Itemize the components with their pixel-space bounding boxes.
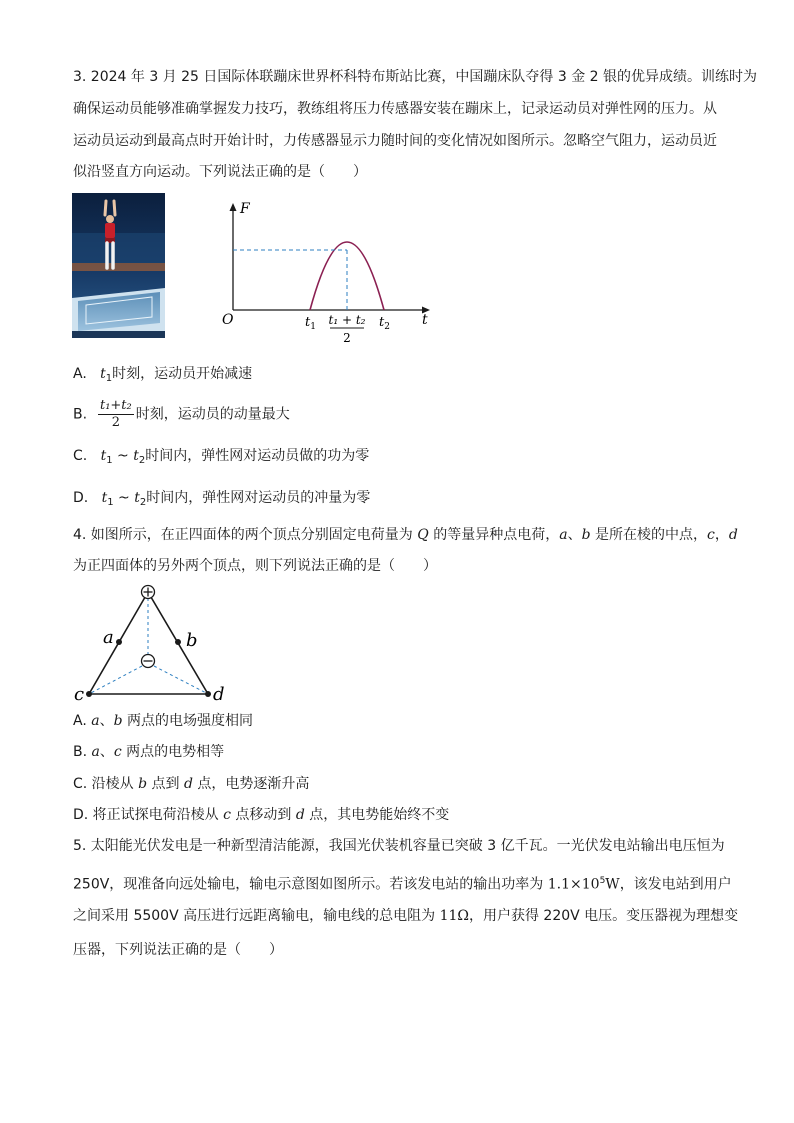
q4-option-b: B. a、c 两点的电势相等 [73,744,225,760]
q4-line-1: 4. 如图所示，在正四面体的两个顶点分别固定电荷量为 Q 的等量异种点电荷，a、b 是所在棱的中点，c，d [73,527,738,543]
q3-option-c: C. $t_1$ ~ $t_2$时间内，弹性网对运动员做的功为零 [73,448,370,466]
point-b-dot [175,639,181,645]
t1-label: $t_1$ [305,315,316,332]
q5-line-2: 250V，现准备向远处输电，输电示意图如图所示。若该发电站的输出功率为 $1.1\times 10^5W$，该发电站到用户 [73,876,732,893]
q3-line-3: 运动员运动到最高点时开始计时，力传感器显示力随时间的变化情况如图所示。忽略空气阻力，运动员近 [73,133,717,149]
force-time-graph [218,196,438,348]
q3-option-b-fraction: $\frac{\text{t₁+t₂}}{2}$ [99,398,132,430]
point-a-dot [116,639,122,645]
q3-option-d: D. $t_1$ ~ $t_2$时间内，弹性网对运动员的冲量为零 [73,490,371,508]
q4-option-a: A. a、b 两点的电场强度相同 [73,713,254,729]
midpoint-denominator: 2 [343,331,351,345]
label-a: a [103,627,114,648]
trampoline-photo [72,193,165,338]
t2-label: $t_2$ [379,315,390,332]
q4-line-2: 为正四面体的另外两个顶点，则下列说法正确的是（ ） [73,558,437,574]
q3-line-4: 似沿竖直方向运动。下列说法正确的是（ ） [73,164,367,180]
y-axis-label: F [240,201,250,217]
q3-option-b: B. $\frac{\text{t₁+t₂}}{2}$ 时刻，运动员的动量最大 [73,398,290,430]
q3-option-a: A. $t_1$时刻，运动员开始减速 [73,366,253,384]
tetrahedron-figure [70,580,240,708]
origin-label: O [222,312,234,328]
q4-option-c: C. 沿棱从 b 点到 d 点，电势逐渐升高 [73,776,310,792]
point-d-dot [205,691,211,697]
q5-line-3: 之间采用 5500V 高压进行远距离输电，输电线的总电阻为 11Ω，用户获得 220V 电压。变压器视为理想变 [73,908,739,924]
midpoint-numerator: t₁ + t₂ [328,313,366,327]
trampoline-photo-image [72,193,165,338]
q5-line-4: 压器，下列说法正确的是（ ） [73,942,283,958]
point-c-dot [86,691,92,697]
q4-option-d: D. 将正试探电荷沿棱从 c 点移动到 d 点，其电势能始终不变 [73,807,450,823]
y-axis-arrow-icon [230,203,237,211]
q5-line-1: 5. 太阳能光伏发电是一种新型清洁能源，我国光伏装机容量已突破 3 亿千瓦。一光伏发电站输出电压恒为 [73,838,725,854]
label-c: c [74,684,85,705]
q3-line-2: 确保运动员能够准确掌握发力技巧，教练组将压力传感器安装在蹦床上，记录运动员对弹性网的压力。从 [73,101,717,117]
q3-line-1: 3. 2024 年 3 月 25 日国际体联蹦床世界杯科特布斯站比赛，中国蹦床队夺得 3 金 2 银的优异成绩。训练时为 [73,69,758,85]
label-d: d [213,684,225,705]
x-axis-label: t [422,312,428,328]
label-b: b [186,630,198,651]
